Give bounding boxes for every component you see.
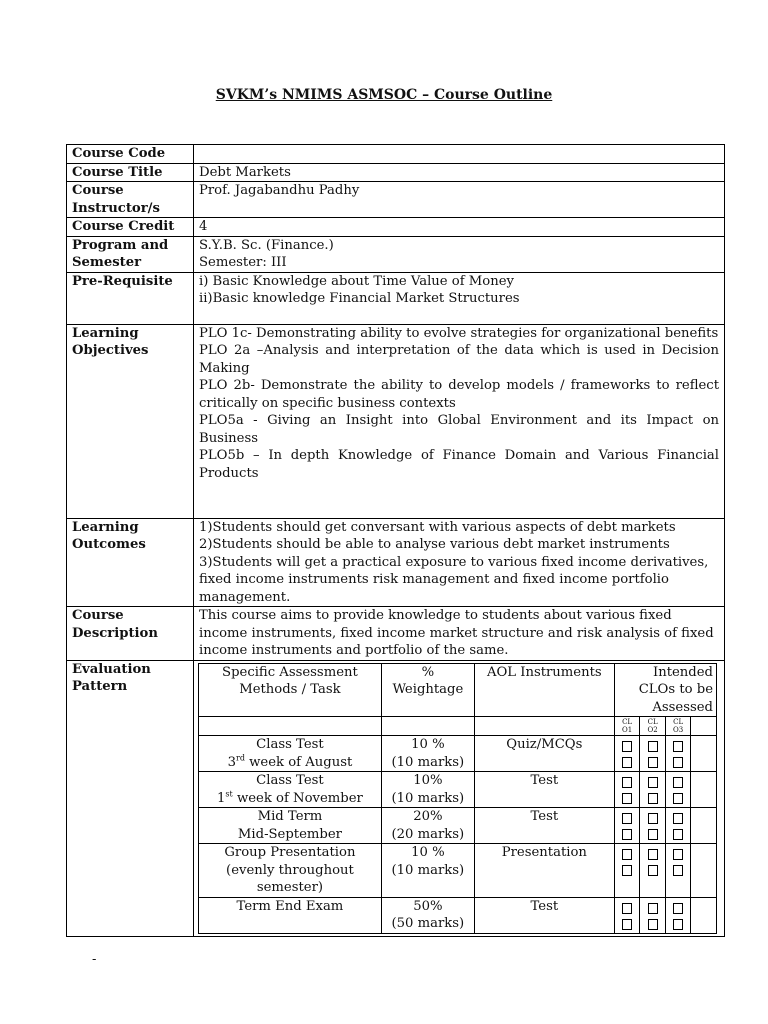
label-course-code: Course Code	[67, 145, 194, 164]
label-credit: Course Credit	[67, 218, 194, 237]
eval-weightage	[381, 897, 474, 933]
checkbox-icon[interactable]	[622, 757, 632, 768]
objective-item: PLO5b – In depth Knowledge of Finance Domain and Various Financial Products	[199, 448, 719, 481]
weightage-pct: 10%	[413, 773, 443, 788]
blank-cell	[474, 717, 614, 736]
row-program	[67, 236, 725, 272]
label-objectives-1: Learning	[72, 325, 139, 341]
weightage-marks: (10 marks)	[391, 862, 465, 878]
clo-checkbox-cell	[665, 844, 691, 898]
checkbox-icon[interactable]	[622, 903, 632, 914]
clo-checkbox-cell	[640, 772, 666, 808]
row-objectives	[67, 324, 725, 518]
weightage-pct: 10 %	[411, 737, 445, 752]
clo-checkbox-cell	[665, 772, 691, 808]
page-title: SVKM’s NMIMS ASMSOC – Course Outline	[215, 87, 553, 103]
blank-cell	[199, 717, 382, 736]
checkbox-icon[interactable]	[673, 741, 683, 752]
checkbox-icon[interactable]	[673, 813, 683, 824]
method-detail: (evenly throughout semester)	[226, 862, 354, 895]
eval-method	[199, 897, 382, 933]
clo-checkbox-cell	[665, 897, 691, 933]
checkbox-icon[interactable]	[648, 865, 658, 876]
value-credit: 4	[194, 218, 725, 237]
eval-aol: Quiz/MCQs	[474, 736, 614, 772]
row-outcomes	[67, 518, 725, 607]
checkbox-icon[interactable]	[622, 829, 632, 840]
clo-checkbox-cell	[614, 808, 640, 844]
blank-cell	[381, 717, 474, 736]
clo-checkbox-cell	[640, 736, 666, 772]
eval-weightage	[381, 844, 474, 898]
clo-label: CL O2	[640, 717, 666, 736]
label-evaluation-2: Pattern	[72, 679, 128, 694]
label-description-1: Course	[72, 608, 124, 623]
objective-item: PLO 1c- Demonstrating ability to evolve strategies for organizational benefits	[199, 325, 719, 341]
checkbox-icon[interactable]	[648, 849, 658, 860]
method-detail-rest: week of August	[244, 754, 353, 770]
label-description-2: Description	[72, 625, 158, 641]
prereq-item: i) Basic Knowledge about Time Value of Money	[199, 273, 514, 289]
label-course-title: Course Title	[67, 163, 194, 182]
label-program: Program and Semester	[67, 236, 194, 272]
blank-cell	[691, 808, 717, 844]
blank-cell	[691, 897, 717, 933]
checkbox-icon[interactable]	[673, 793, 683, 804]
clo-checkbox-cell	[640, 897, 666, 933]
eval-aol: Test	[474, 897, 614, 933]
eval-weightage	[381, 736, 474, 772]
weightage-marks: (20 marks)	[391, 826, 465, 842]
header-weightage	[381, 663, 474, 717]
blank-cell	[691, 736, 717, 772]
eval-aol: Test	[474, 808, 614, 844]
checkbox-icon[interactable]	[622, 849, 632, 860]
method-detail-num: 3	[227, 754, 236, 770]
course-outline-table	[66, 144, 725, 937]
label-description	[67, 607, 194, 661]
footer-mark: -	[92, 952, 97, 967]
method-detail: Mid-September	[237, 826, 342, 842]
eval-method	[199, 736, 382, 772]
eval-method	[199, 844, 382, 898]
checkbox-icon[interactable]	[673, 757, 683, 768]
row-prerequisite	[67, 272, 725, 324]
row-credit	[67, 218, 725, 237]
clo-checkbox-cell	[665, 808, 691, 844]
weightage-pct: 20%	[413, 809, 443, 824]
checkbox-icon[interactable]	[673, 849, 683, 860]
row-course-code	[67, 145, 725, 164]
eval-row	[199, 897, 717, 933]
checkbox-icon[interactable]	[648, 813, 658, 824]
eval-row	[199, 736, 717, 772]
checkbox-icon[interactable]	[622, 741, 632, 752]
method-detail	[202, 790, 378, 808]
method-detail-sup: st	[225, 789, 233, 799]
row-instructor	[67, 182, 725, 218]
header-weightage-1: %	[421, 664, 435, 680]
checkbox-icon[interactable]	[622, 793, 632, 804]
clo-checkbox-cell	[614, 736, 640, 772]
checkbox-icon[interactable]	[673, 919, 683, 930]
value-program	[194, 236, 725, 272]
eval-weightage	[381, 808, 474, 844]
evaluation-table	[198, 663, 717, 934]
outcome-item: 1)Students should get conversant with various aspects of debt markets	[199, 519, 676, 535]
checkbox-icon[interactable]	[673, 903, 683, 914]
label-prerequisite: Pre-Requisite	[67, 272, 194, 324]
method-detail-rest: week of November	[232, 790, 363, 806]
label-objectives	[67, 324, 194, 518]
eval-clo-label-row	[199, 717, 717, 736]
method-title: Class Test	[256, 737, 324, 752]
header-clos: Intended CLOs to be Assessed	[614, 663, 716, 717]
label-evaluation	[67, 660, 194, 936]
header-aol: AOL Instruments	[474, 663, 614, 717]
row-course-title	[67, 163, 725, 182]
clo-checkbox-cell	[640, 808, 666, 844]
header-weightage-2: Weightage	[392, 682, 464, 697]
method-detail-num: 1	[217, 790, 226, 806]
checkbox-icon[interactable]	[673, 829, 683, 840]
program-semester: Semester: III	[199, 255, 287, 270]
checkbox-icon[interactable]	[648, 741, 658, 752]
row-description	[67, 607, 725, 661]
eval-method	[199, 808, 382, 844]
weightage-marks: (50 marks)	[391, 916, 465, 931]
eval-header-row	[199, 663, 717, 717]
method-detail	[202, 754, 378, 772]
clo-checkbox-cell	[665, 736, 691, 772]
checkbox-icon[interactable]	[648, 793, 658, 804]
checkbox-icon[interactable]	[622, 813, 632, 824]
checkbox-icon[interactable]	[622, 919, 632, 930]
clo-label: CL O3	[665, 717, 691, 736]
value-objectives	[194, 324, 725, 518]
blank-cell	[691, 844, 717, 898]
checkbox-icon[interactable]	[622, 777, 632, 788]
checkbox-icon[interactable]	[622, 865, 632, 876]
value-outcomes	[194, 518, 725, 607]
eval-row	[199, 808, 717, 844]
method-title: Class Test	[256, 773, 324, 788]
outcome-item: 2)Students should be able to analyse various debt market instruments	[199, 537, 670, 552]
eval-row	[199, 844, 717, 898]
clo-checkbox-cell	[614, 897, 640, 933]
value-prerequisite	[194, 272, 725, 324]
clo-checkbox-cell	[614, 844, 640, 898]
prereq-item: ii)Basic knowledge Financial Market Structures	[199, 291, 520, 306]
eval-row	[199, 772, 717, 808]
checkbox-icon[interactable]	[648, 777, 658, 788]
method-title: Group Presentation	[224, 845, 356, 860]
value-evaluation	[194, 660, 725, 936]
header-methods: Specific Assessment Methods / Task	[199, 663, 382, 717]
clo-checkbox-cell	[614, 772, 640, 808]
weightage-pct: 10 %	[411, 845, 445, 860]
checkbox-icon[interactable]	[648, 903, 658, 914]
clo-checkbox-cell	[640, 844, 666, 898]
objective-item: PLO 2a –Analysis and interpretation of the data which is used in Decision Making	[199, 343, 719, 376]
outcome-item: 3)Students will get a practical exposure to various fixed income derivatives, fixed income instruments risk management and fixed income portfolio management.	[199, 554, 709, 605]
method-title: Term End Exam	[236, 898, 344, 914]
objective-item: PLO 2b- Demonstrate the ability to develop models / frameworks to reflect critically on specific business contexts	[199, 378, 719, 411]
blank-cell	[691, 772, 717, 808]
checkbox-icon[interactable]	[673, 865, 683, 876]
clo-label: CL O1	[614, 717, 640, 736]
label-outcomes	[67, 518, 194, 607]
method-title: Mid Term	[257, 809, 323, 824]
blank-cell	[691, 717, 717, 736]
weightage-marks: (10 marks)	[391, 790, 465, 806]
label-outcomes-1: Learning	[72, 519, 139, 535]
label-outcomes-2: Outcomes	[72, 537, 146, 552]
weightage-pct: 50%	[413, 898, 443, 914]
value-description: This course aims to provide knowledge to students about various fixed income instruments, fixed income market structure and risk analysis of fixed income instruments and portfolio of the same.	[194, 607, 725, 661]
method-detail-sup: rd	[236, 753, 245, 763]
checkbox-icon[interactable]	[648, 757, 658, 768]
weightage-marks: (10 marks)	[391, 754, 465, 770]
eval-aol: Test	[474, 772, 614, 808]
eval-aol: Presentation	[474, 844, 614, 898]
label-objectives-2: Objectives	[72, 343, 149, 358]
checkbox-icon[interactable]	[648, 829, 658, 840]
program-name: S.Y.B. Sc. (Finance.)	[199, 237, 334, 253]
eval-weightage	[381, 772, 474, 808]
row-evaluation	[67, 660, 725, 936]
value-course-title: Debt Markets	[194, 163, 725, 182]
checkbox-icon[interactable]	[648, 919, 658, 930]
value-course-code	[194, 145, 725, 164]
value-instructor: Prof. Jagabandhu Padhy	[194, 182, 725, 218]
label-instructor: Course Instructor/s	[67, 182, 194, 218]
objective-item: PLO5a - Giving an Insight into Global Environment and its Impact on Business	[199, 413, 719, 446]
checkbox-icon[interactable]	[673, 777, 683, 788]
label-evaluation-1: Evaluation	[72, 661, 151, 677]
eval-method	[199, 772, 382, 808]
